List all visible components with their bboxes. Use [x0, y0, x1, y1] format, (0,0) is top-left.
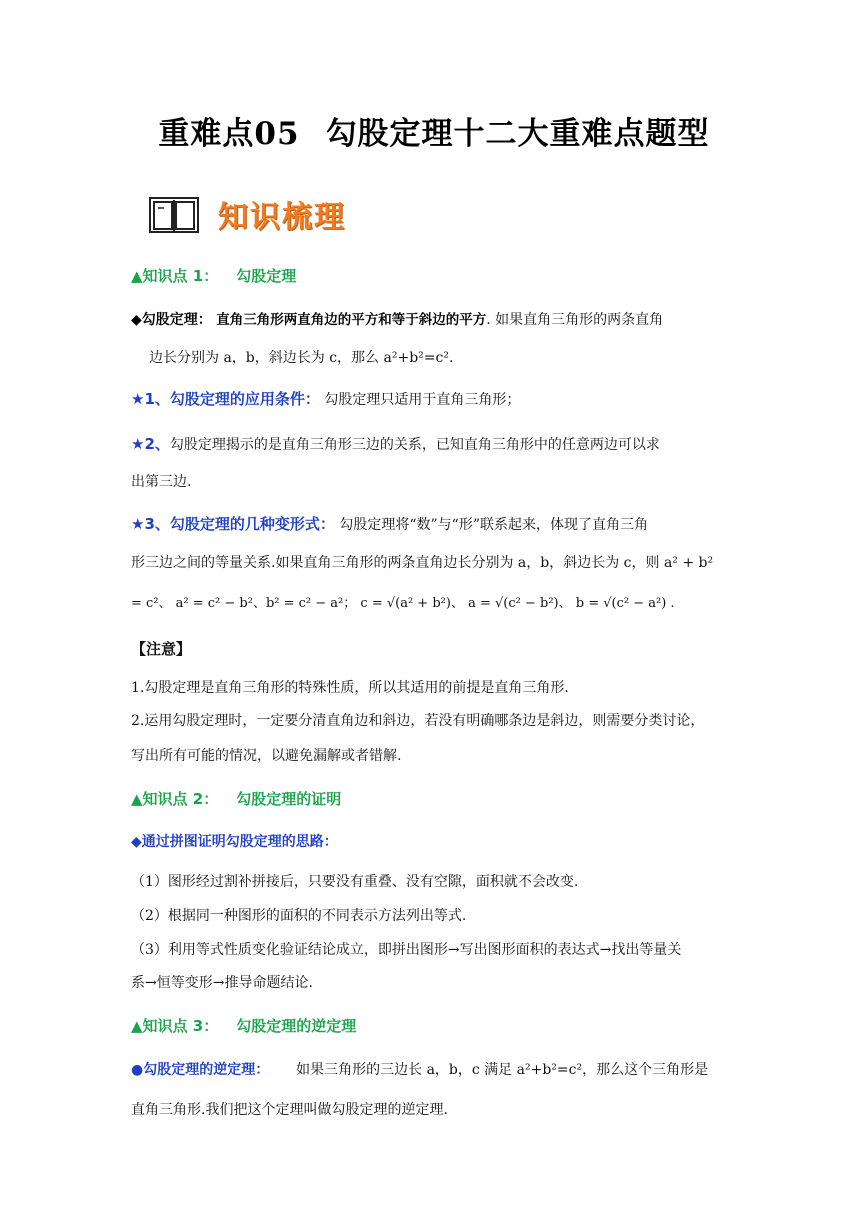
point-3-line2: 形三边之间的等量关系.如果直角三角形的两条直角边长分别为 a，b，斜边长为 c，则 a² + b²	[131, 555, 714, 571]
section-2-heading: ▲知识点 2： 勾股定理的证明	[131, 790, 342, 808]
point-1: ★1、勾股定理的应用条件： 勾股定理只适用于直角三角形；	[131, 390, 521, 408]
proof-item-2: （2）根据同一种图形的面积的不同表示方法列出等式.	[131, 908, 467, 924]
formula-b: b = √(c² − a²)	[575, 596, 667, 611]
formula-a: a = √(c² − b²)	[468, 596, 559, 611]
converse-definition-line2: 直角三角形.我们把这个定理叫做勾股定理的逆定理.	[131, 1102, 448, 1118]
knowledge-title: 知识梳理	[218, 200, 346, 235]
proof-subheading: ◆通过拼图证明勾股定理的思路：	[131, 834, 338, 850]
title-code: 重难点05	[158, 116, 300, 152]
theorem-definition: ◆勾股定理： 直角三角形两直角边的平方和等于斜边的平方. 如果直角三角形的两条直角	[131, 312, 664, 328]
open-book-icon	[148, 196, 200, 236]
point-3-line3: = c²、 a² = c² − b²、b² = c² − a²； c = √(a² + b²)、 a = √(c² − b²)、 b = √(c² − a²) .	[131, 596, 675, 611]
formula-c: c = √(a² + b²)	[360, 596, 451, 611]
theorem-definition-line2: 边长分别为 a，b，斜边长为 c，那么 a²+b²=c².	[149, 350, 454, 366]
point-2-line2: 出第三边.	[131, 474, 192, 490]
proof-item-3: （3）利用等式性质变化验证结论成立，即拼出图形→写出图形面积的表达式→找出等量关	[131, 942, 682, 958]
title-text: 勾股定理十二大重难点题型	[325, 116, 710, 152]
note-2: 2.运用勾股定理时，一定要分清直角边和斜边，若没有明确哪条边是斜边，则需要分类讨论，	[131, 713, 705, 729]
proof-item-3-line2: 系→恒等变形→推导命题结论.	[131, 975, 313, 991]
point-2: ★2、勾股定理揭示的是直角三角形三边的关系，已知直角三角形中的任意两边可以求	[131, 435, 660, 453]
section-1-heading: ▲知识点 1： 勾股定理	[131, 267, 297, 285]
note-1: 1.勾股定理是直角三角形的特殊性质，所以其适用的前提是直角三角形.	[131, 680, 569, 696]
page-title	[0, 108, 868, 153]
proof-item-1: （1）图形经过割补拼接后，只要没有重叠、没有空隙，面积就不会改变.	[131, 874, 579, 890]
section-3-heading: ▲知识点 3： 勾股定理的逆定理	[131, 1017, 357, 1035]
converse-definition: ●勾股定理的逆定理： 如果三角形的三边长 a，b，c 满足 a²+b²=c²，那么这个三角形是	[131, 1062, 709, 1078]
note-heading: 【注意】	[131, 640, 192, 658]
note-2-line2: 写出所有可能的情况，以避免漏解或者错解.	[131, 748, 402, 764]
point-3: ★3、勾股定理的几种变形式： 勾股定理将“数”与“形”联系起来，体现了直角三角	[131, 515, 648, 533]
